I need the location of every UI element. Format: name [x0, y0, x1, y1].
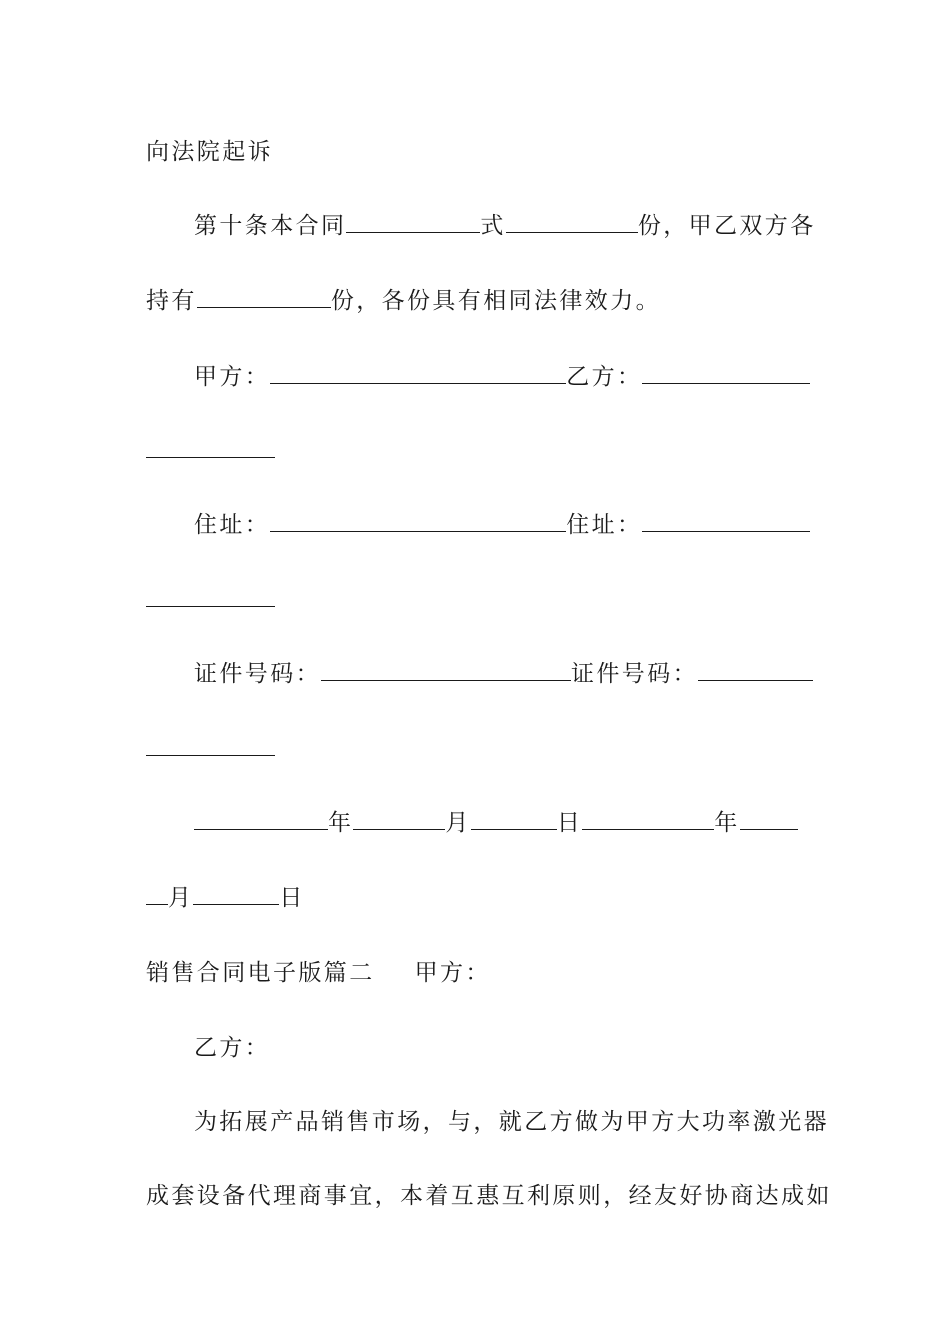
- body-paragraph-line-1: [194, 1107, 829, 1137]
- year-a-label: 年: [328, 810, 354, 836]
- section-title: 销售合同电子版篇二: [146, 960, 375, 986]
- hold-text: 持有: [146, 288, 197, 314]
- legal-effect-text: 份，各份具有相同法律效力。: [330, 288, 662, 314]
- party-b-blank-continued: [146, 437, 275, 458]
- party-a-label: 甲方：: [194, 364, 271, 390]
- paragraph-article-10: [194, 211, 816, 241]
- address-b-blank-continued: [146, 586, 275, 607]
- copies-count-blank: [506, 212, 638, 233]
- day-b-label: 日: [279, 885, 305, 911]
- address-b-blank-continued-row: [146, 585, 806, 615]
- year-b-blank: [582, 809, 714, 830]
- id-b-blank-continued: [146, 735, 275, 756]
- section-party-a-label: 甲方：: [414, 960, 491, 986]
- paragraph-court: [146, 137, 806, 167]
- id-b-label: 证件号码：: [571, 661, 698, 687]
- text-sue-court: 向法院起诉: [146, 139, 273, 165]
- address-a-blank: [270, 511, 566, 532]
- month-a-label: 月: [445, 810, 471, 836]
- signature-parties-row: [194, 362, 806, 392]
- month-b-label: 月: [168, 885, 194, 911]
- day-a-blank: [471, 809, 557, 830]
- party-b-blank-continued-row: [146, 436, 806, 466]
- copies-text: 份，甲乙双方各: [637, 213, 816, 239]
- body-text-2: 成套设备代理商事宜，本着互惠互利原则，经友好协商达成如: [146, 1183, 832, 1209]
- section-party-b-row: [194, 1033, 806, 1063]
- id-a-blank: [321, 660, 571, 681]
- id-number-row: [194, 659, 806, 689]
- party-b-label: 乙方：: [566, 364, 643, 390]
- day-a-label: 日: [556, 810, 583, 836]
- copies-format-blank: [346, 212, 480, 233]
- paragraph-hold: [146, 286, 806, 316]
- month-b-blank: [740, 809, 798, 830]
- party-b-blank: [642, 363, 810, 384]
- day-b-blank: [193, 884, 279, 905]
- address-b-label: 住址：: [566, 512, 643, 538]
- year-b-label: 年: [714, 810, 740, 836]
- party-a-blank: [270, 363, 566, 384]
- month-a-blank: [353, 809, 445, 830]
- body-text-1: 为拓展产品销售市场，与，就乙方做为甲方大功率激光器: [194, 1109, 829, 1135]
- id-b-blank: [698, 660, 813, 681]
- address-row: [194, 510, 806, 540]
- format-text: 式: [480, 213, 506, 239]
- hold-count-blank: [197, 287, 331, 308]
- date-row: [194, 808, 806, 838]
- article-10-text: 第十条本合同: [194, 213, 347, 239]
- body-paragraph-line-2: [146, 1181, 832, 1211]
- address-a-label: 住址：: [194, 512, 271, 538]
- id-b-blank-continued-row: [146, 734, 806, 764]
- id-a-label: 证件号码：: [194, 661, 321, 687]
- year-a-blank: [194, 809, 328, 830]
- section-heading-row: [146, 958, 806, 988]
- address-b-blank: [642, 511, 810, 532]
- date-row-continued: [146, 883, 806, 913]
- month-b-blank-continued: [146, 884, 168, 905]
- section-party-b-label: 乙方：: [194, 1035, 271, 1061]
